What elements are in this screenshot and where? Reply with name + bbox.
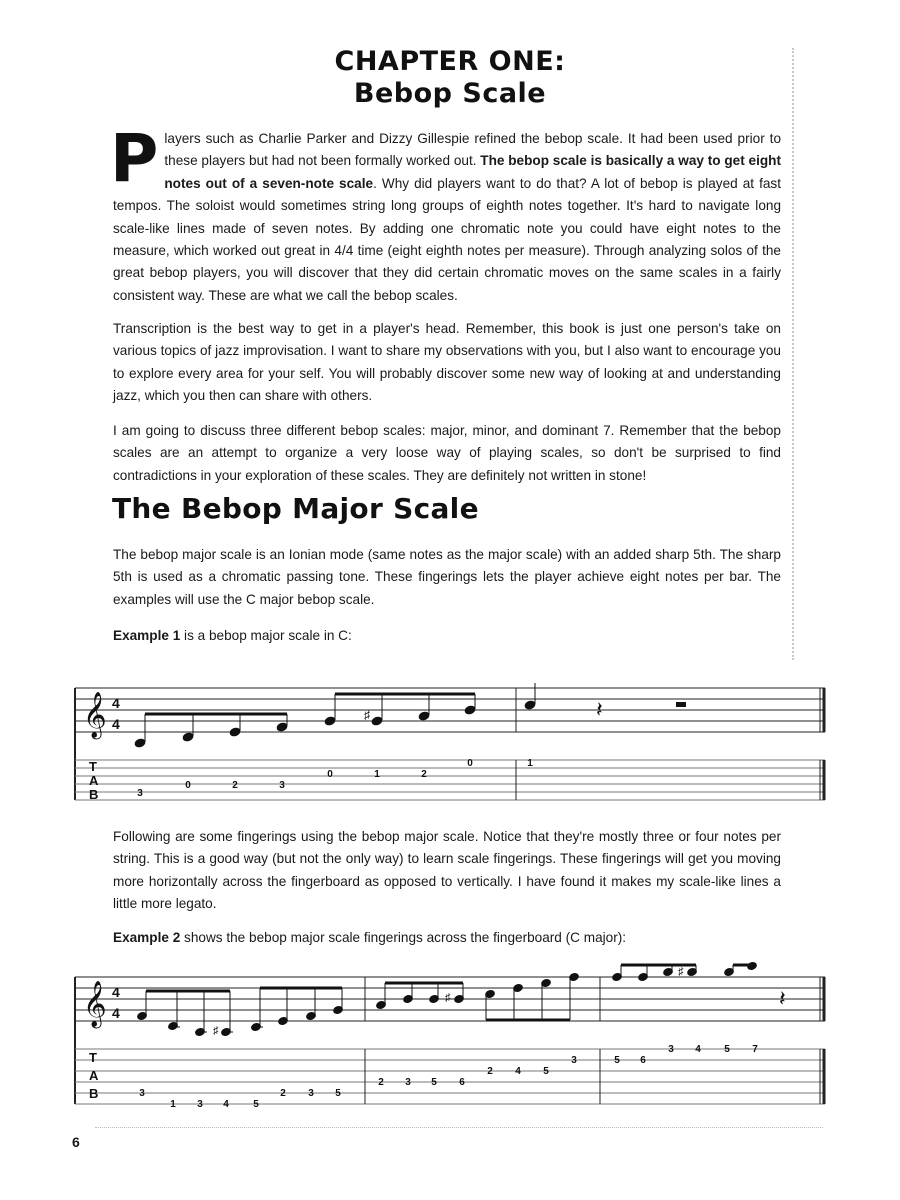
example1-fret-8: 0: [467, 758, 473, 769]
svg-text:♯: ♯: [213, 1025, 219, 1037]
example2-tab-numbers: [139, 1044, 758, 1110]
example1-tab-numbers: [137, 758, 533, 799]
example2-tab-staff: [75, 1049, 825, 1104]
example2-fret-21: 5: [724, 1044, 730, 1055]
svg-text:♯: ♯: [678, 966, 684, 978]
example1-fret-4: 3: [279, 780, 285, 791]
example2-fret-10: 3: [405, 1077, 411, 1088]
paragraph-transcription: Transcription is the best way to get in a player's head. Remember, this book is just one person's take on various topics of jazz improvisation. I want to share my observations with you, but I also want to encourage you to explore every area for your self. You will probably discover some new way of looking at and understanding jazz, which you then can share with others.: [113, 321, 781, 404]
svg-text:♯: ♯: [364, 708, 370, 722]
example2-fret-16: 3: [571, 1055, 577, 1066]
intro-bold-text: The bebop scale is basically a way to get eight notes out of a seven-note scale: [164, 153, 781, 191]
note-g-sharp: [371, 716, 383, 726]
example1-fret-1: 3: [137, 788, 143, 799]
example2-fret-6: 2: [280, 1088, 286, 1099]
svg-text:♯: ♯: [445, 992, 451, 1004]
example1-fret-7: 2: [421, 769, 427, 780]
example2-tab-a: A: [89, 1068, 99, 1083]
example2-time-sig-top: 4: [112, 984, 120, 1000]
example2-fret-7: 3: [308, 1088, 314, 1099]
intro-text-a: layers such as Charlie Parker and Dizzy Gillespie refined the bebop scale. It had been used prior to these players but had not been formally worked out.: [164, 131, 781, 169]
example1-notes: [134, 683, 536, 748]
example2-fret-5: 5: [253, 1099, 259, 1110]
example2-fret-14: 4: [515, 1066, 521, 1077]
example1-label-text: is a bebop major scale in C:: [180, 628, 352, 643]
note-d: [182, 732, 194, 742]
note-c-high: [524, 700, 536, 710]
example2-quarter-rest-icon: 𝄽: [779, 986, 786, 1011]
paragraph-bebop-major: The bebop major scale is an Ionian mode (same notes as the major scale) with an added sharp 5th. The sharp 5th is used as a chromatic passing tone. These fingerings lets the player achieve eight notes per bar. The examples will use the C major bebop scale.: [113, 547, 781, 607]
example2-label-text: shows the bebop major scale fingerings across the fingerboard (C major):: [180, 930, 627, 945]
example1-fret-6: 1: [374, 769, 380, 780]
example1-fret-5: 0: [327, 769, 333, 780]
example2-fret-2: 1: [170, 1099, 176, 1110]
example2-fret-15: 5: [543, 1066, 549, 1077]
example2-time-sig-bottom: 4: [112, 1005, 120, 1021]
section-heading: The Bebop Major Scale: [112, 492, 479, 525]
example1-tab-t: T: [89, 759, 97, 774]
note-e: [229, 727, 241, 737]
example2-fret-11: 5: [431, 1077, 437, 1088]
example1-tab-b: B: [89, 787, 99, 802]
example2-treble-clef-icon: 𝄞: [83, 982, 107, 1026]
intro-text-b: . Why did players want to do that? A lot of bebop is played at fast tempos. The soloist would sometimes string long groups of eighth notes together. It's hard to navigate long scale-like lines made of seven notes. By adding one chromatic note you could have eight notes to the measure, which worked out great in 4/4 time (eight eighth notes per measure). Through analyzing solos of the great bebop players, you will discover that they did certain chromatic moves on the same scales in a fairly consistent way. These are what we call the bebop scales.: [113, 175, 781, 303]
chapter-title-line2: Bebop Scale: [353, 78, 547, 109]
note-g: [324, 716, 336, 726]
example1-label-bold: Example 1: [113, 628, 181, 643]
example1-time-sig-top: 4: [112, 695, 120, 711]
example2-fret-18: 6: [640, 1055, 646, 1066]
example2-fret-8: 5: [335, 1088, 341, 1099]
paragraph-three-scales: I am going to discuss three different bebop scales: major, minor, and dominant 7. Remember that the bebop scales are an attempt to organize a very loose way of playing scales, so don't be surprised to find contradictions in your exploration of these scales. They are definitely not written in stone!: [113, 423, 781, 483]
drop-cap: P: [110, 120, 159, 197]
example2-fret-13: 2: [487, 1066, 493, 1077]
example2-fret-12: 6: [459, 1077, 465, 1088]
footer-rule: [95, 1127, 823, 1128]
note-f: [276, 722, 288, 732]
paragraph-fingerings: Following are some fingerings using the bebop major scale. Notice that they're mostly three or four notes per string. This is a good way (but not the only way) to learn scale fingerings. These fingerings will get you moving more horizontally across the fingerboard as opposed to vertically. I have found it makes my scale-like lines a little more legato.: [113, 829, 781, 912]
example2-fret-20: 4: [695, 1044, 701, 1055]
example2-fret-9: 2: [378, 1077, 384, 1088]
example2-tab-t: T: [89, 1050, 97, 1065]
half-rest-icon: [676, 702, 686, 707]
example2-label-bold: Example 2: [113, 930, 181, 945]
example1-tab-barlines: [516, 760, 824, 800]
example1-time-sig-bottom: 4: [112, 716, 120, 732]
example1-tab-a: A: [89, 773, 99, 788]
note-a: [418, 711, 430, 721]
example1-treble-clef-icon: 𝄞: [83, 693, 107, 737]
note-b: [464, 705, 476, 715]
example2-fret-3: 3: [197, 1099, 203, 1110]
example1-fret-9: 1: [527, 758, 533, 769]
example2-fret-19: 3: [668, 1044, 674, 1055]
example1-fret-2: 0: [185, 780, 191, 791]
example2-fret-4: 4: [223, 1099, 229, 1110]
chapter-title-line1: CHAPTER ONE:: [334, 46, 566, 77]
example2-fret-17: 5: [614, 1055, 620, 1066]
example2-fret-1: 3: [139, 1088, 145, 1099]
quarter-rest-icon: 𝄽: [596, 697, 603, 722]
example1-fret-3: 2: [232, 780, 238, 791]
example2-tab-b: B: [89, 1086, 99, 1101]
page-number: 6: [72, 1134, 80, 1150]
note-c: [134, 738, 146, 748]
example2-fret-22: 7: [752, 1044, 758, 1055]
